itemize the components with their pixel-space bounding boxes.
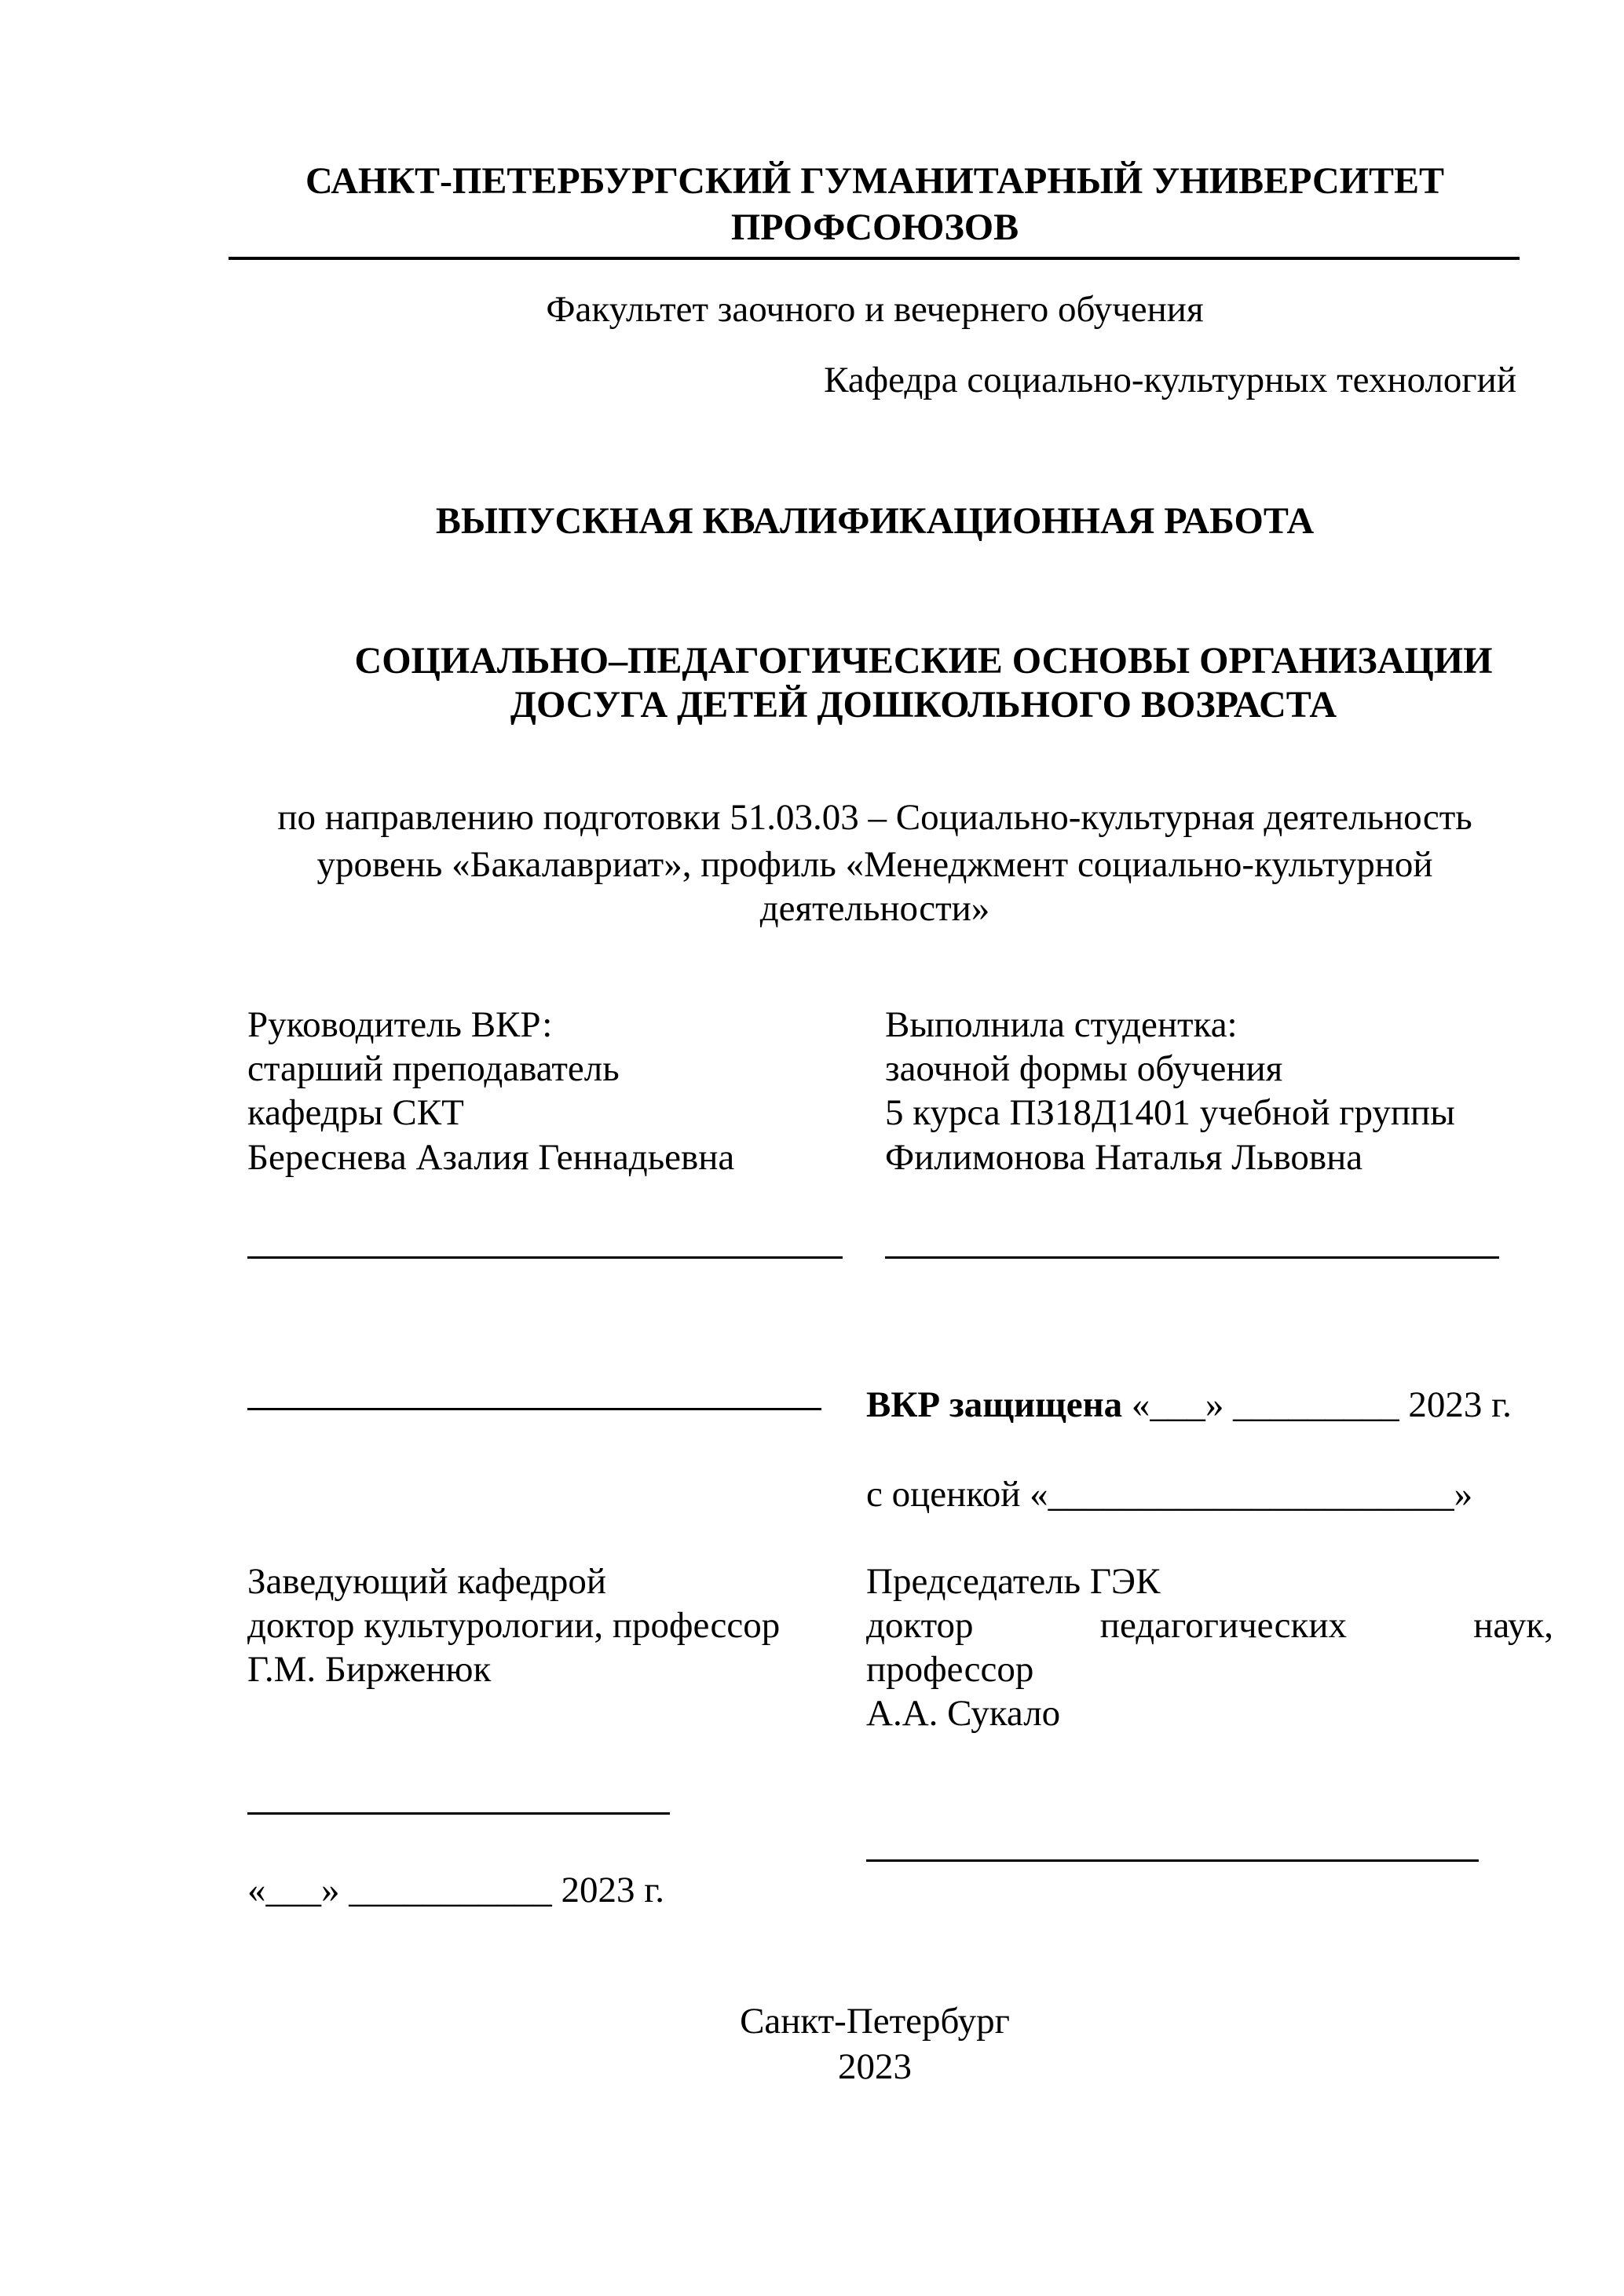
university-name-line1: САНКТ-ПЕТЕРБУРГСКИЙ ГУМАНИТАРНЫЙ УНИВЕРСИТЕТ	[305, 160, 1445, 202]
supervisor-label: Руководитель ВКР:	[247, 1004, 553, 1045]
chairman-degree-word: наук,	[1473, 1605, 1553, 1646]
university-name-line2: ПРОФСОЮЗОВ	[730, 207, 1019, 248]
supervisor-position: старший преподаватель	[247, 1048, 620, 1089]
defense-grade: с оценкой «______________________»	[866, 1474, 1473, 1515]
head-date: «___» ___________ 2023 г.	[247, 1870, 664, 1910]
work-type: ВЫПУСКНАЯ КВАЛИФИКАЦИОННАЯ РАБОТА	[435, 500, 1315, 542]
work-title-line2: ДОСУГА ДЕТЕЙ ДОШКОЛЬНОГО ВОЗРАСТА	[510, 684, 1337, 726]
chairman-name: А.А. Сукало	[866, 1693, 1061, 1734]
student-group: 5 курса ПЗ18Д1401 учебной группы	[885, 1092, 1455, 1133]
defense-date-text: «___» _________ 2023 г.	[1122, 1384, 1512, 1425]
direction-line2: уровень «Бакалавриат», профиль «Менеджмент социально-культурной	[316, 844, 1433, 885]
chairman-signature-line	[866, 1859, 1479, 1862]
chairman-degree-word: педагогических	[1099, 1605, 1348, 1646]
header-divider	[229, 257, 1520, 260]
supervisor-signature-line	[247, 1256, 843, 1259]
city: Санкт-Петербург	[740, 2001, 1010, 2042]
student-signature-line	[885, 1256, 1499, 1259]
chairman-degree-word: доктор	[866, 1605, 974, 1646]
work-title-line1: СОЦИАЛЬНО–ПЕДАГОГИЧЕСКИЕ ОСНОВЫ ОРГАНИЗАЦИИ	[354, 640, 1493, 682]
department-name: Кафедра социально-культурных технологий	[824, 360, 1516, 400]
student-form: заочной формы обучения	[885, 1048, 1283, 1089]
head-label: Заведующий кафедрой	[247, 1561, 607, 1602]
chairman-title: профессор	[866, 1649, 1034, 1690]
head-signature-line	[247, 1812, 670, 1815]
signature-line	[247, 1408, 821, 1410]
student-label: Выполнила студентка:	[885, 1004, 1238, 1045]
defense-date	[866, 1383, 1512, 1427]
faculty-name: Факультет заочного и вечернего обучения	[546, 289, 1204, 330]
student-name: Филимонова Наталья Львовна	[885, 1137, 1363, 1178]
chairman-label: Председатель ГЭК	[866, 1561, 1161, 1602]
defense-label: ВКР защищена	[866, 1384, 1123, 1425]
head-degree: доктор культурологии, профессор	[247, 1605, 781, 1646]
year: 2023	[838, 2046, 912, 2087]
direction-line1: по направлению подготовки 51.03.03 – Социально-культурная деятельность	[277, 797, 1472, 838]
supervisor-department: кафедры СКТ	[247, 1092, 464, 1133]
head-name: Г.М. Бирженюк	[247, 1649, 492, 1690]
chairman-degree	[866, 1603, 1553, 1647]
direction-line3: деятельности»	[759, 888, 990, 929]
supervisor-name: Береснева Азалия Геннадьевна	[247, 1137, 735, 1178]
